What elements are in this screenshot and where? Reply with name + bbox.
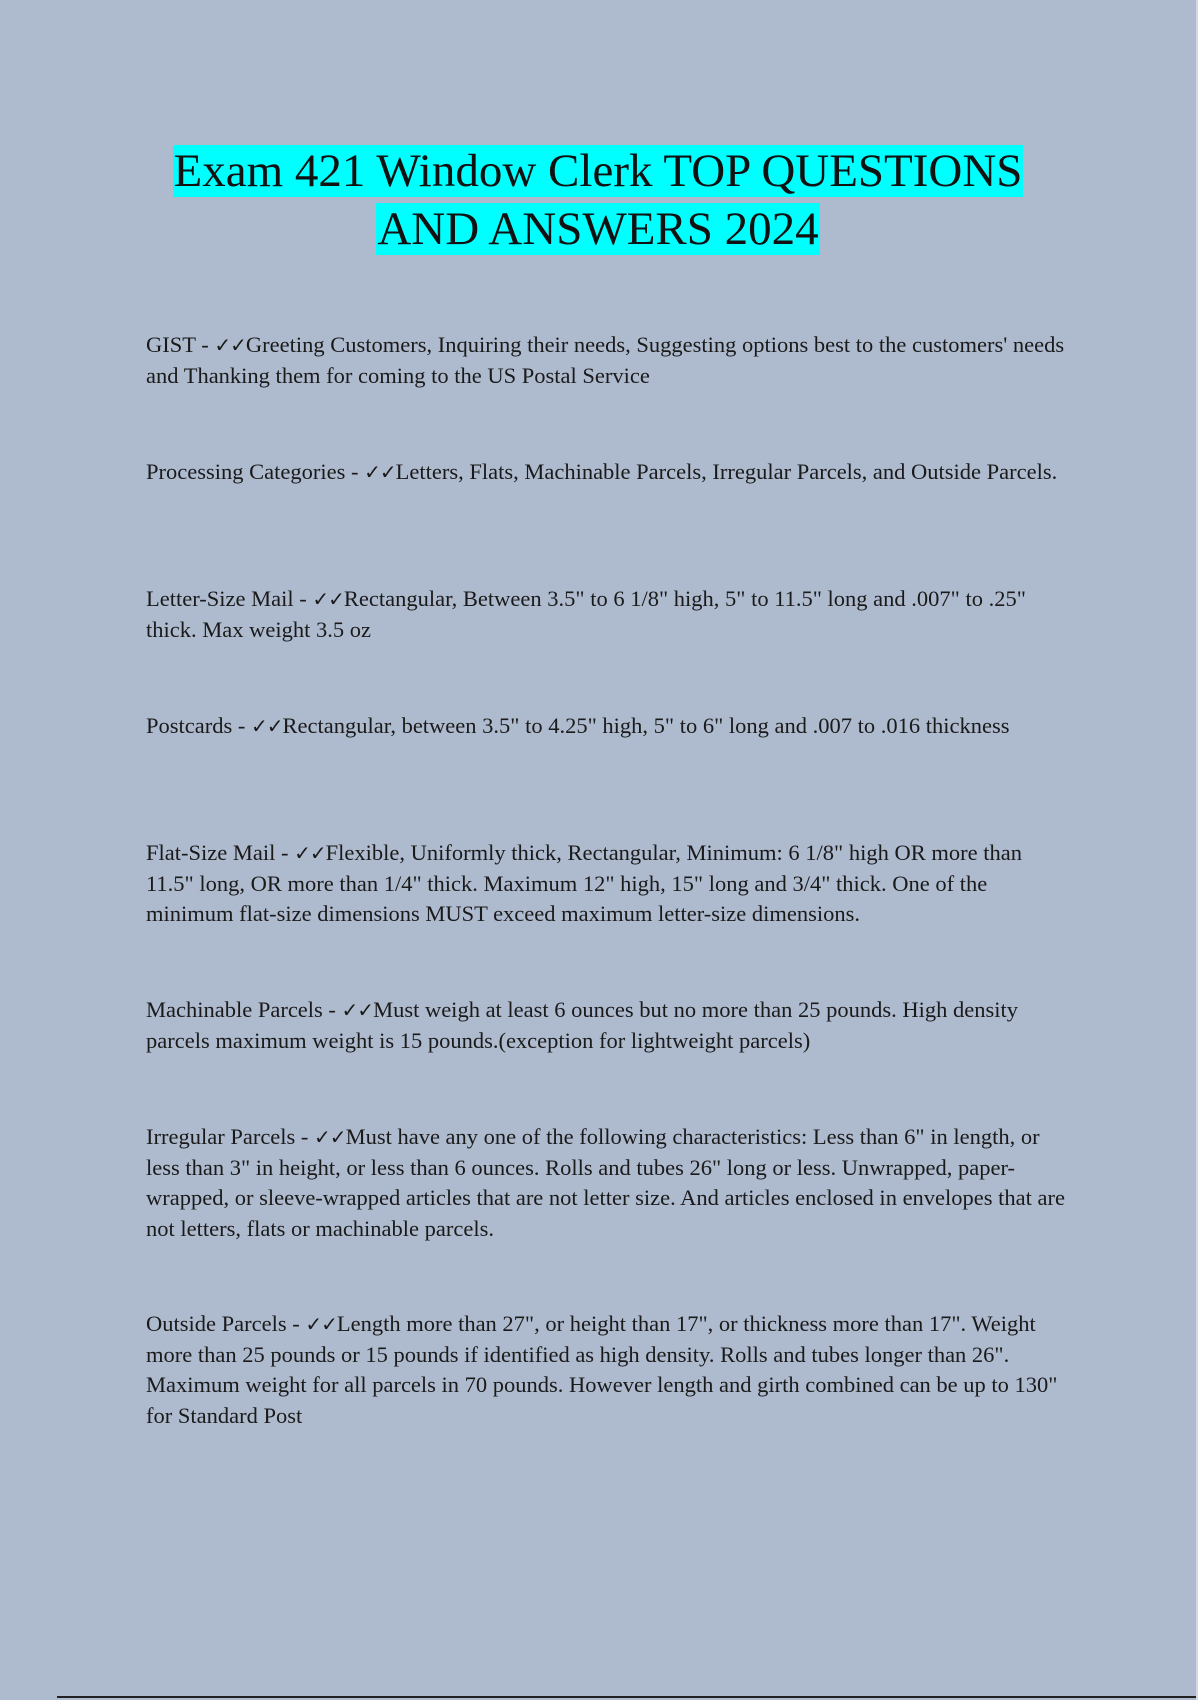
qa-answer: Length more than 27", or height than 17", or thickness more than 17". Weight more than 25 pounds or 15 pounds if identified as high density. Rolls and tubes longer than 26". Maximum weight for all parcels in 70 pounds. However length and girth combined can be up to 130" for Standard Post: [146, 1311, 1058, 1428]
qa-item: [146, 457, 1066, 488]
qa-answer: Must weigh at least 6 ounces but no more than 25 pounds. High density parcels maximum weight is 15 pounds.(exception for lightweight parcels): [146, 997, 1018, 1053]
qa-item: [146, 330, 1066, 391]
title-line-2: AND ANSWERS 2024: [377, 203, 819, 255]
qa-term: Machinable Parcels -: [146, 997, 342, 1022]
qa-answer: Greeting Customers, Inquiring their needs, Suggesting options best to the customers' needs and Thanking them for coming to the US Postal Service: [146, 332, 1065, 388]
qa-term: Postcards -: [146, 713, 251, 738]
qa-item: [146, 711, 1066, 742]
qa-item: [146, 1309, 1066, 1431]
qa-answer: Rectangular, between 3.5" to 4.25" high, 5" to 6" long and .007 to .016 thickness: [282, 713, 1010, 738]
qa-answer: Must have any one of the following characteristics: Less than 6" in length, or less than 3" in height, or less than 6 ounces. Rolls and tubes 26" long or less. Unwrapped, paper-wrapped, or sleeve-wrapped articles that are not letter size. And articles enclosed in envelopes that are not letters, flats or machinable parcels.: [146, 1124, 1065, 1241]
title-line-1: Exam 421 Window Clerk TOP QUESTIONS: [173, 145, 1023, 197]
qa-item: [146, 1122, 1066, 1244]
qa-term: Irregular Parcels -: [146, 1124, 315, 1149]
qa-term: Flat-Size Mail -: [146, 840, 295, 865]
qa-item: [146, 838, 1066, 930]
check-mark-icon: ✓✓: [314, 1125, 346, 1149]
qa-answer: Rectangular, Between 3.5" to 6 1/8" high, 5" to 11.5" long and .007" to .25" thick. Max weight 3.5 oz: [146, 586, 1026, 642]
check-mark-icon: ✓✓: [305, 1312, 337, 1336]
qa-item: [146, 584, 1066, 645]
check-mark-icon: ✓✓: [251, 714, 283, 738]
check-mark-icon: ✓✓: [294, 841, 326, 865]
qa-answer: Letters, Flats, Machinable Parcels, Irregular Parcels, and Outside Parcels.: [395, 459, 1058, 484]
qa-answer: Flexible, Uniformly thick, Rectangular, Minimum: 6 1/8" high OR more than 11.5" long, OR more than 1/4" thick. Maximum 12" high, 15" long and 3/4" thick. One of the minimum flat-size dimensions MUST exceed maximum letter-size dimensions.: [146, 840, 1022, 926]
check-mark-icon: ✓✓: [341, 998, 374, 1022]
qa-item: [146, 995, 1066, 1056]
check-mark-icon: ✓✓: [364, 460, 396, 484]
page-divider: [57, 1696, 1196, 1698]
check-mark-icon: ✓✓: [214, 333, 246, 357]
qa-term: GIST -: [146, 332, 215, 357]
check-mark-icon: ✓✓: [312, 587, 344, 611]
qa-term: Letter-Size Mail -: [146, 586, 313, 611]
qa-term: Processing Categories -: [146, 459, 365, 484]
document-title: [0, 142, 1196, 258]
qa-term: Outside Parcels -: [146, 1311, 306, 1336]
